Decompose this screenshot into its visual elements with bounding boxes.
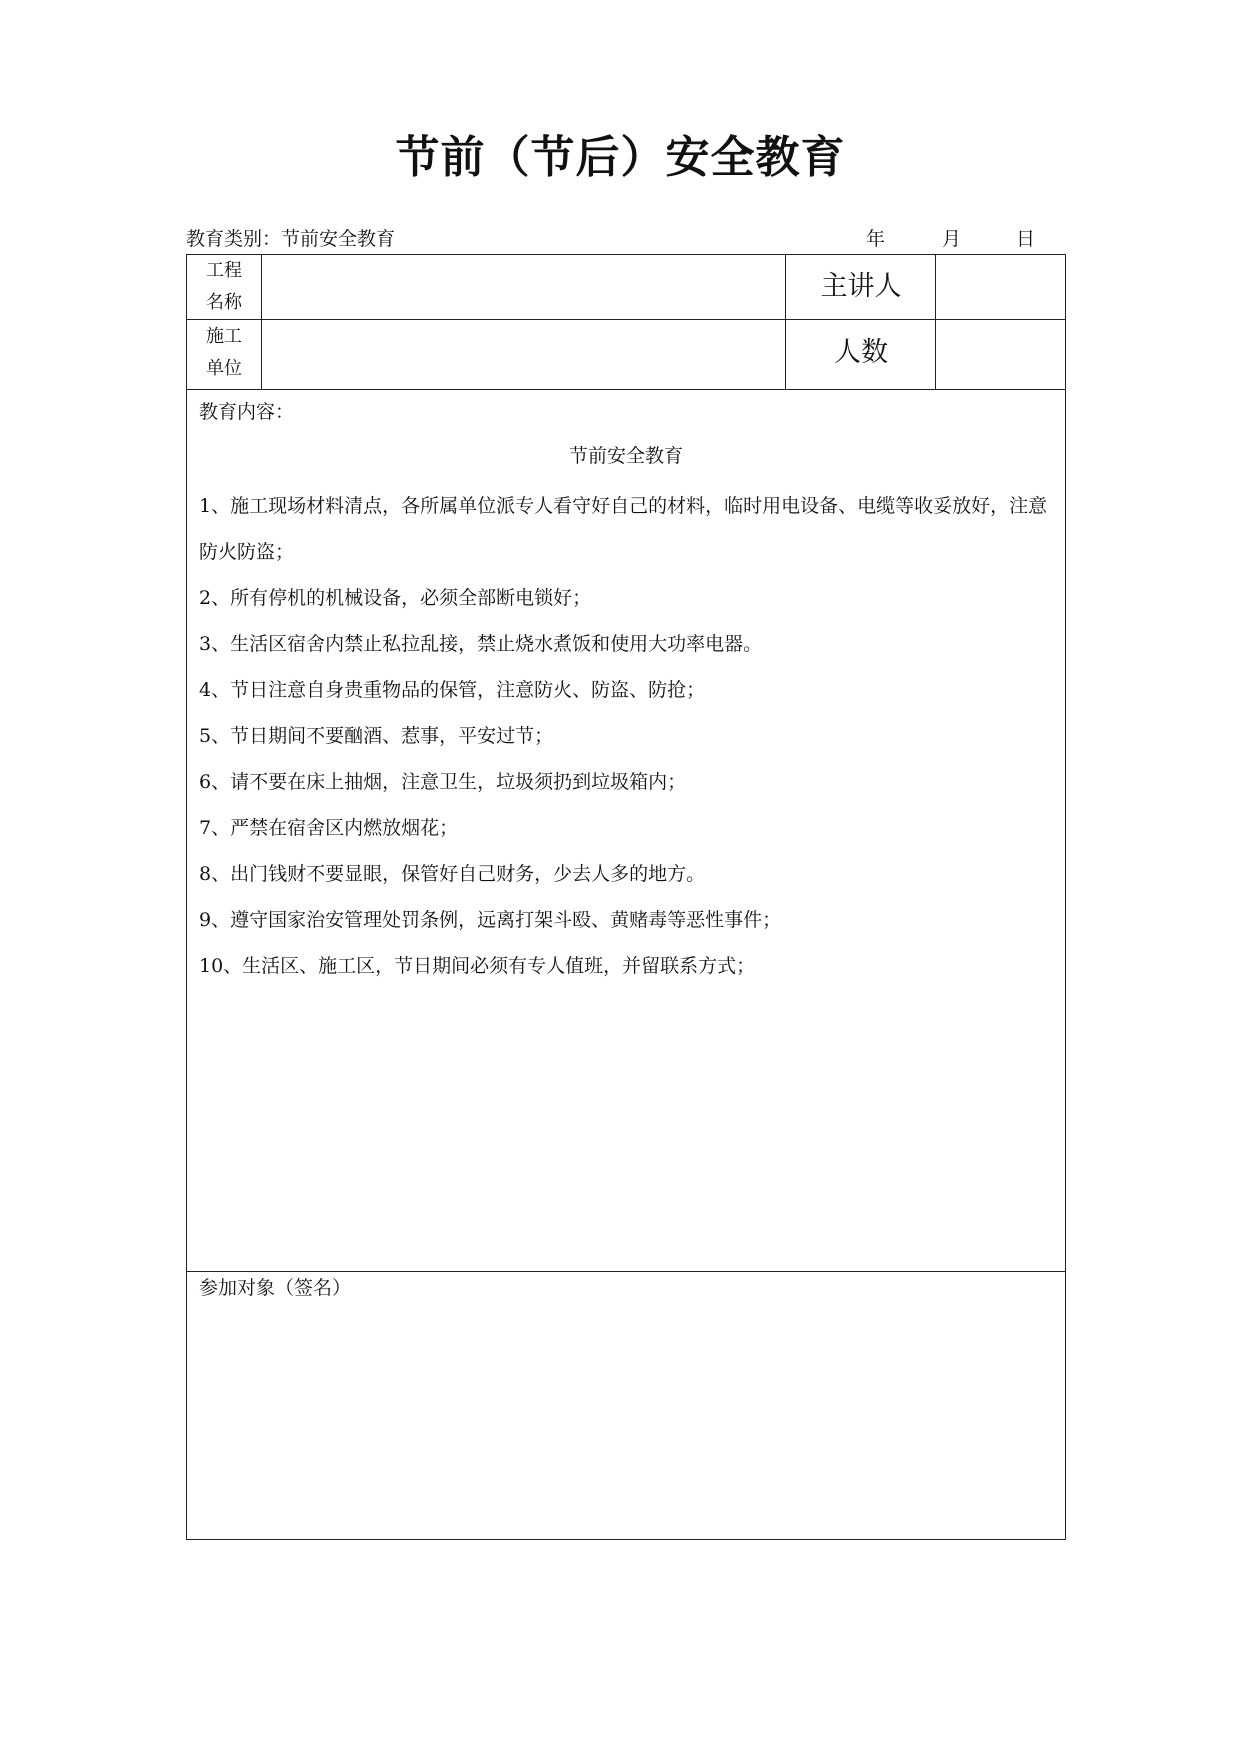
date-year-label: 年 [866, 228, 886, 250]
row-divider [187, 319, 1065, 320]
headcount-label: 人数 [834, 337, 888, 368]
list-item: 8、出门钱财不要显眼，保管好自己财务，少去人多的地方。 [199, 863, 706, 885]
page-title: 节前（节后）安全教育 [395, 132, 846, 183]
date-day-label: 日 [1016, 228, 1036, 250]
list-item: 7、严禁在宿舍区内燃放烟花； [199, 817, 459, 839]
lecturer-field[interactable] [937, 257, 1063, 317]
construction-unit-label: 施工 单位 [206, 326, 242, 379]
signature-area[interactable] [189, 1311, 1063, 1537]
project-name-label: 工程 名称 [206, 260, 242, 313]
col-divider [785, 255, 786, 389]
meta-row [186, 224, 1036, 254]
construction-unit-field[interactable] [263, 321, 783, 387]
lecturer-label: 主讲人 [820, 271, 902, 302]
col-divider [261, 255, 262, 389]
headcount-field[interactable] [937, 321, 1063, 387]
list-item: 1、施工现场材料清点，各所属单位派专人看守好自己的材料，临时用电设备、电缆等收妥放好，注意防火防盗； [199, 495, 1048, 563]
list-item: 10、生活区、施工区，节日期间必须有专人值班，并留联系方式； [199, 955, 756, 977]
content-heading: 节前安全教育 [568, 445, 683, 467]
row-divider [187, 1271, 1065, 1272]
row-divider [187, 389, 1065, 390]
content-label: 教育内容： [199, 401, 295, 423]
list-item: 5、节日期间不要酗酒、惹事，平安过节； [199, 725, 554, 747]
education-table [186, 254, 1066, 1540]
list-item: 2、所有停机的机械设备，必须全部断电锁好； [199, 587, 592, 609]
list-item: 4、节日注意自身贵重物品的保管，注意防火、防盗、防抢； [199, 679, 706, 701]
col-divider [935, 255, 936, 389]
signature-label: 参加对象（签名） [199, 1277, 352, 1299]
safety-items-list [199, 483, 1055, 989]
list-item: 3、生活区宿舍内禁止私拉乱接，禁止烧水煮饭和使用大功率电器。 [199, 633, 763, 655]
education-category: 教育类别：节前安全教育 [186, 228, 396, 250]
date-month-label: 月 [942, 228, 962, 250]
project-name-field[interactable] [263, 257, 783, 317]
list-item: 9、遵守国家治安管理处罚条例，远离打架斗殴、黄赌毒等恶性事件； [199, 909, 782, 931]
list-item: 6、请不要在床上抽烟，注意卫生，垃圾须扔到垃圾箱内； [199, 771, 687, 793]
